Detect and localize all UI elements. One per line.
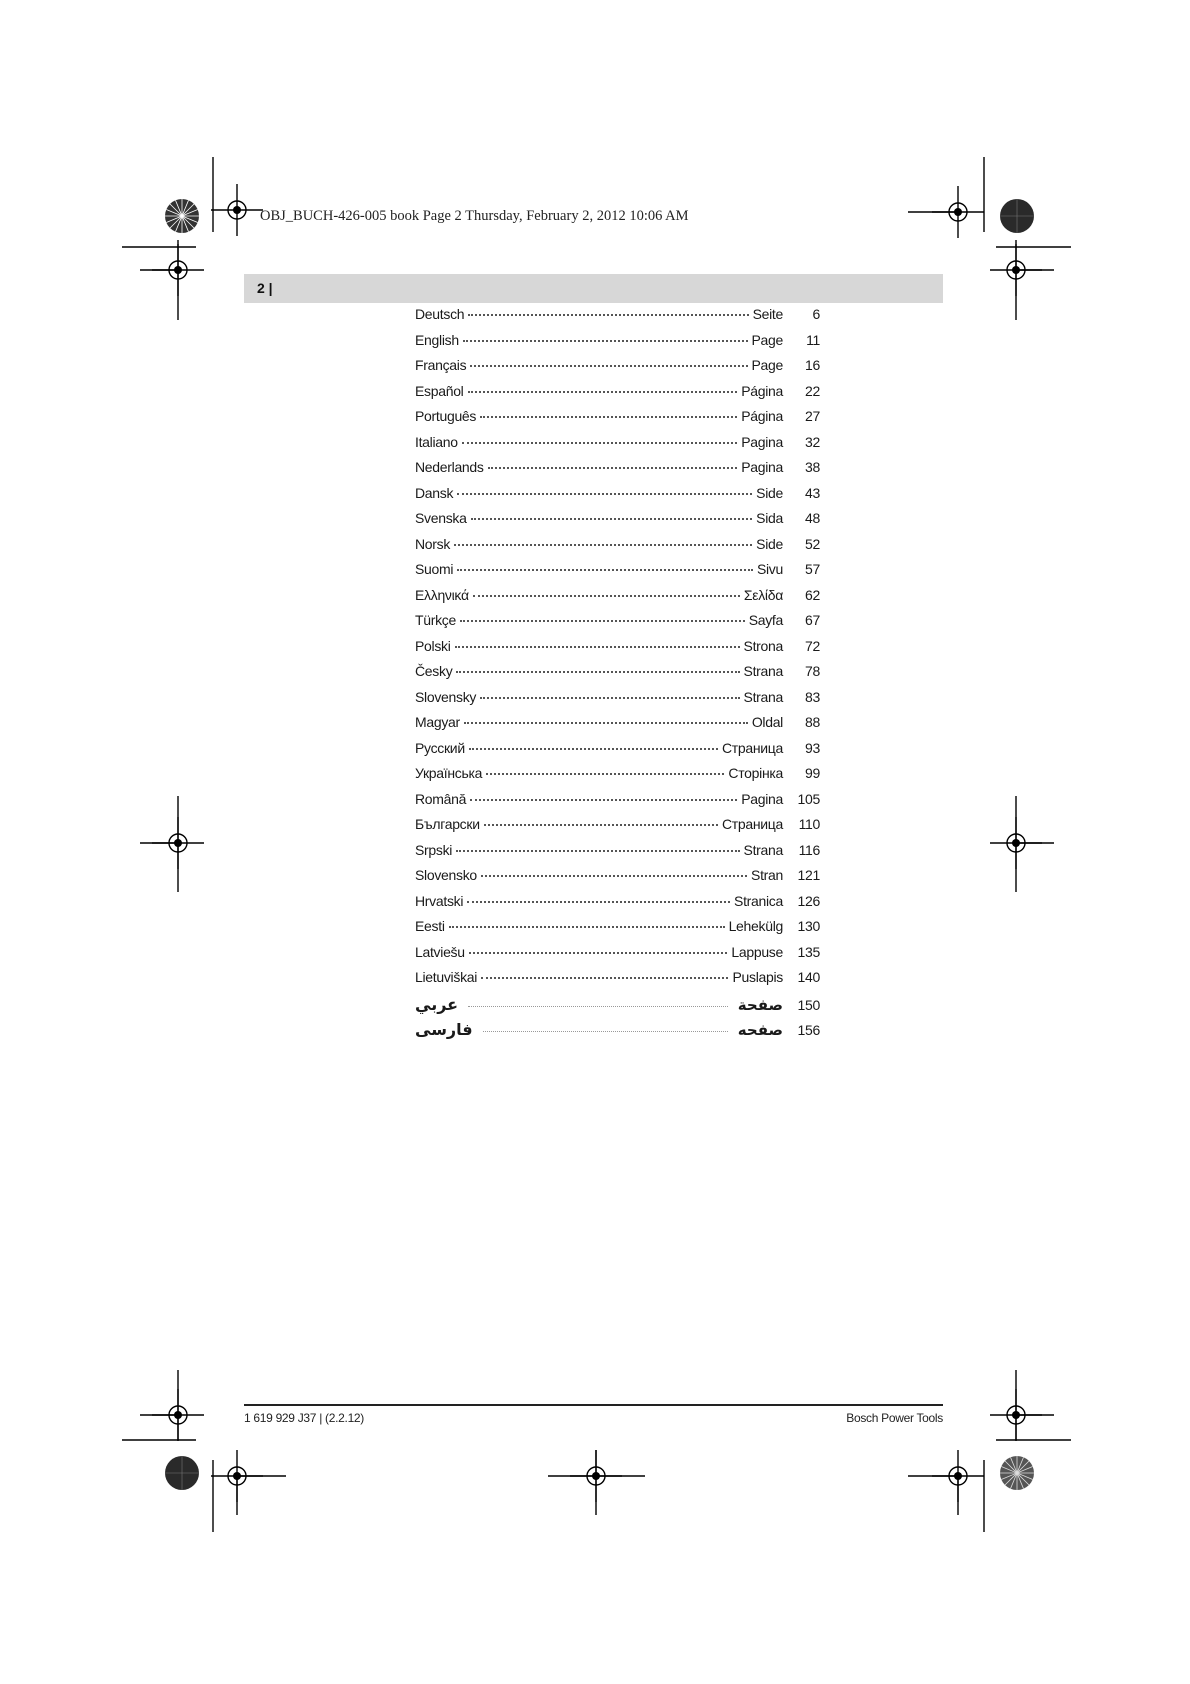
toc-language: Български [415, 816, 480, 832]
toc-row-deutsch[interactable] [415, 306, 820, 332]
toc-page-word: Sida [756, 510, 783, 526]
toc-leader-dots [486, 773, 724, 775]
toc-row-polski[interactable] [415, 638, 820, 664]
toc-page-word: Lappuse [731, 943, 783, 960]
toc-leader-dots [457, 493, 752, 495]
toc-row-srpski[interactable] [415, 842, 820, 868]
toc-row-slovensky[interactable] [415, 689, 820, 715]
toc-page-number: 6 [812, 306, 820, 322]
toc-page-word: Страница [721, 739, 783, 756]
toc-row-russkiy[interactable] [415, 740, 820, 766]
toc-row-italiano[interactable] [415, 434, 820, 460]
toc-leader-dots [471, 518, 753, 520]
toc-language: Norsk [415, 535, 451, 552]
toc-leader-dots [456, 671, 739, 673]
toc-page-number: 32 [805, 433, 820, 450]
toc-page-word: Oldal [751, 714, 783, 730]
toc-language: Română [415, 790, 467, 807]
toc-page-number: 83 [805, 688, 820, 705]
toc-row-arabic[interactable] [415, 995, 820, 1021]
toc-row-lietuviskai[interactable] [415, 969, 820, 995]
toc-page-word: Lehekülg [728, 918, 783, 934]
toc-row-hrvatski[interactable] [415, 893, 820, 919]
toc-page-word: Side [756, 535, 783, 552]
toc-page-word: Página [741, 382, 783, 399]
toc-row-svenska[interactable] [415, 510, 820, 536]
toc-language: Dansk [415, 484, 454, 501]
toc-language: Français [415, 357, 467, 373]
book-file-header: OBJ_BUCH-426-005 book Page 2 Thursday, February 2, 2012 10:06 AM [260, 208, 689, 224]
toc-row-english[interactable] [415, 332, 820, 358]
toc-leader-dots [470, 365, 747, 367]
toc-page-word: Pagina [741, 459, 783, 475]
toc-leader-dots [449, 926, 725, 928]
toc-language: Magyar [415, 714, 460, 730]
toc-row-latviesu[interactable] [415, 944, 820, 970]
toc-leader-dots [481, 875, 747, 877]
toc-row-espanol[interactable] [415, 383, 820, 409]
toc-leader-dots [468, 314, 748, 316]
toc-page-word: Stran [751, 867, 783, 883]
toc-page-number: 27 [805, 408, 820, 424]
toc-leader-dots [480, 416, 737, 418]
toc-page-number: 16 [805, 357, 820, 373]
toc-row-norsk[interactable] [415, 536, 820, 562]
toc-page-number: 110 [798, 816, 820, 832]
toc-page-number: 150 [797, 996, 820, 1013]
toc-language: Česky [415, 663, 453, 679]
toc-page-word: Pagina [741, 433, 783, 450]
toc-page-word: Página [741, 408, 783, 424]
toc-language: Ελληνικά [415, 586, 469, 603]
toc-row-nederlands[interactable] [415, 459, 820, 485]
toc-page-word: Page [751, 357, 783, 373]
toc-page-number: 140 [797, 969, 820, 985]
toc-language: عربي [415, 996, 459, 1014]
toc-leader-dots [455, 646, 740, 648]
toc-language: Hrvatski [415, 892, 464, 909]
toc-leader-dots [467, 901, 730, 903]
toc-leader-dots [456, 850, 739, 852]
toc-page-number: 22 [805, 382, 820, 399]
toc-row-portugues[interactable] [415, 408, 820, 434]
toc-page-word: Pagina [741, 790, 783, 807]
toc-leader-dots [464, 722, 748, 724]
toc-language: Slovensko [415, 867, 477, 883]
toc-page-number: 48 [805, 510, 820, 526]
toc-page-number: 105 [797, 790, 820, 807]
toc-page-number: 67 [805, 612, 820, 628]
toc-language: Latviešu [415, 943, 465, 960]
toc-page-number: 130 [797, 918, 820, 934]
toc-leader-dots [469, 748, 718, 750]
toc-page-number: 62 [805, 586, 820, 603]
toc-leader-dots [481, 977, 728, 979]
toc-page-number: 52 [805, 535, 820, 552]
toc-row-eesti[interactable] [415, 918, 820, 944]
footer-document-code: 1 619 929 J37 | (2.2.12) [244, 1411, 365, 1425]
toc-page-word: صفحة [737, 996, 783, 1014]
toc-language: Nederlands [415, 459, 484, 475]
toc-page-word: Strana [743, 841, 783, 858]
toc-leader-dots [480, 697, 739, 699]
toc-row-turkce[interactable] [415, 612, 820, 638]
footer-brand: Bosch Power Tools [846, 1411, 943, 1425]
toc-row-romana[interactable] [415, 791, 820, 817]
toc-page-word: Stranica [734, 892, 783, 909]
toc-leader-dots [460, 620, 745, 622]
toc-leader-dots [470, 799, 737, 801]
toc-leader-dots [454, 544, 752, 546]
toc-leader-dots [457, 569, 753, 571]
toc-row-balgarski[interactable] [415, 816, 820, 842]
toc-page-word: Seite [752, 306, 783, 322]
page-number: 2 | [257, 280, 273, 296]
toc-row-slovensko[interactable] [415, 867, 820, 893]
toc-row-francais[interactable] [415, 357, 820, 383]
toc-language: Українська [415, 765, 483, 781]
toc-language: Lietuviškai [415, 969, 478, 985]
toc-row-magyar[interactable] [415, 714, 820, 740]
toc-page-word: Сторінка [728, 765, 783, 781]
toc-row-ellinika[interactable] [415, 587, 820, 613]
toc-leader-dots [463, 340, 748, 342]
toc-page-word: Strana [743, 663, 783, 679]
toc-row-suomi[interactable] [415, 561, 820, 587]
toc-page-word: Puslapis [732, 969, 783, 985]
toc-page-word: Page [751, 331, 783, 348]
toc-leader-dots [483, 1031, 728, 1032]
toc-language: Svenska [415, 510, 467, 526]
toc-language: Srpski [415, 841, 453, 858]
toc-language: Português [415, 408, 477, 424]
toc-leader-dots [468, 1006, 728, 1007]
toc-page-number: 88 [805, 714, 820, 730]
toc-row-ukrainska[interactable] [415, 765, 820, 791]
toc-language: Slovensky [415, 688, 477, 705]
toc-language: Suomi [415, 561, 454, 577]
toc-page-word: Страница [721, 816, 783, 832]
toc-page-number: 78 [805, 663, 820, 679]
toc-page-word: Strona [743, 637, 783, 654]
toc-language: Eesti [415, 918, 445, 934]
toc-page-word: Side [756, 484, 783, 501]
toc-language: فارسی [415, 1022, 473, 1039]
toc-language: English [415, 331, 459, 348]
toc-page-word: Strana [743, 688, 783, 705]
toc-language: Deutsch [415, 306, 465, 322]
toc-leader-dots [469, 952, 728, 954]
toc-page-number: 156 [797, 1022, 820, 1038]
toc-page-number: 72 [805, 637, 820, 654]
toc-leader-dots [473, 595, 740, 597]
toc-language: Polski [415, 637, 451, 654]
toc-page-number: 93 [805, 739, 820, 756]
toc-language: Русский [415, 739, 465, 756]
toc-leader-dots [484, 824, 718, 826]
toc-page-number: 126 [797, 892, 820, 909]
toc-language: Italiano [415, 433, 458, 450]
table-of-contents [415, 306, 820, 1046]
toc-page-number: 99 [805, 765, 820, 781]
page-header-bar [244, 274, 943, 303]
toc-page-number: 38 [805, 459, 820, 475]
toc-row-dansk[interactable] [415, 485, 820, 511]
footer-rule [244, 1404, 943, 1406]
toc-page-word: Σελίδα [743, 586, 783, 603]
toc-language: Español [415, 382, 464, 399]
toc-page-word: صفحه [737, 1022, 783, 1039]
toc-page-number: 121 [797, 867, 820, 883]
toc-page-number: 43 [805, 484, 820, 501]
toc-row-farsi[interactable] [415, 1020, 820, 1046]
toc-leader-dots [462, 442, 737, 444]
toc-page-number: 135 [797, 943, 820, 960]
toc-page-word: Sayfa [748, 612, 783, 628]
toc-leader-dots [468, 391, 738, 393]
toc-page-number: 116 [798, 841, 820, 858]
toc-leader-dots [488, 467, 738, 469]
toc-page-number: 11 [806, 331, 820, 348]
toc-language: Türkçe [415, 612, 456, 628]
toc-row-cesky[interactable] [415, 663, 820, 689]
toc-page-number: 57 [805, 561, 820, 577]
toc-page-word: Sivu [756, 561, 783, 577]
